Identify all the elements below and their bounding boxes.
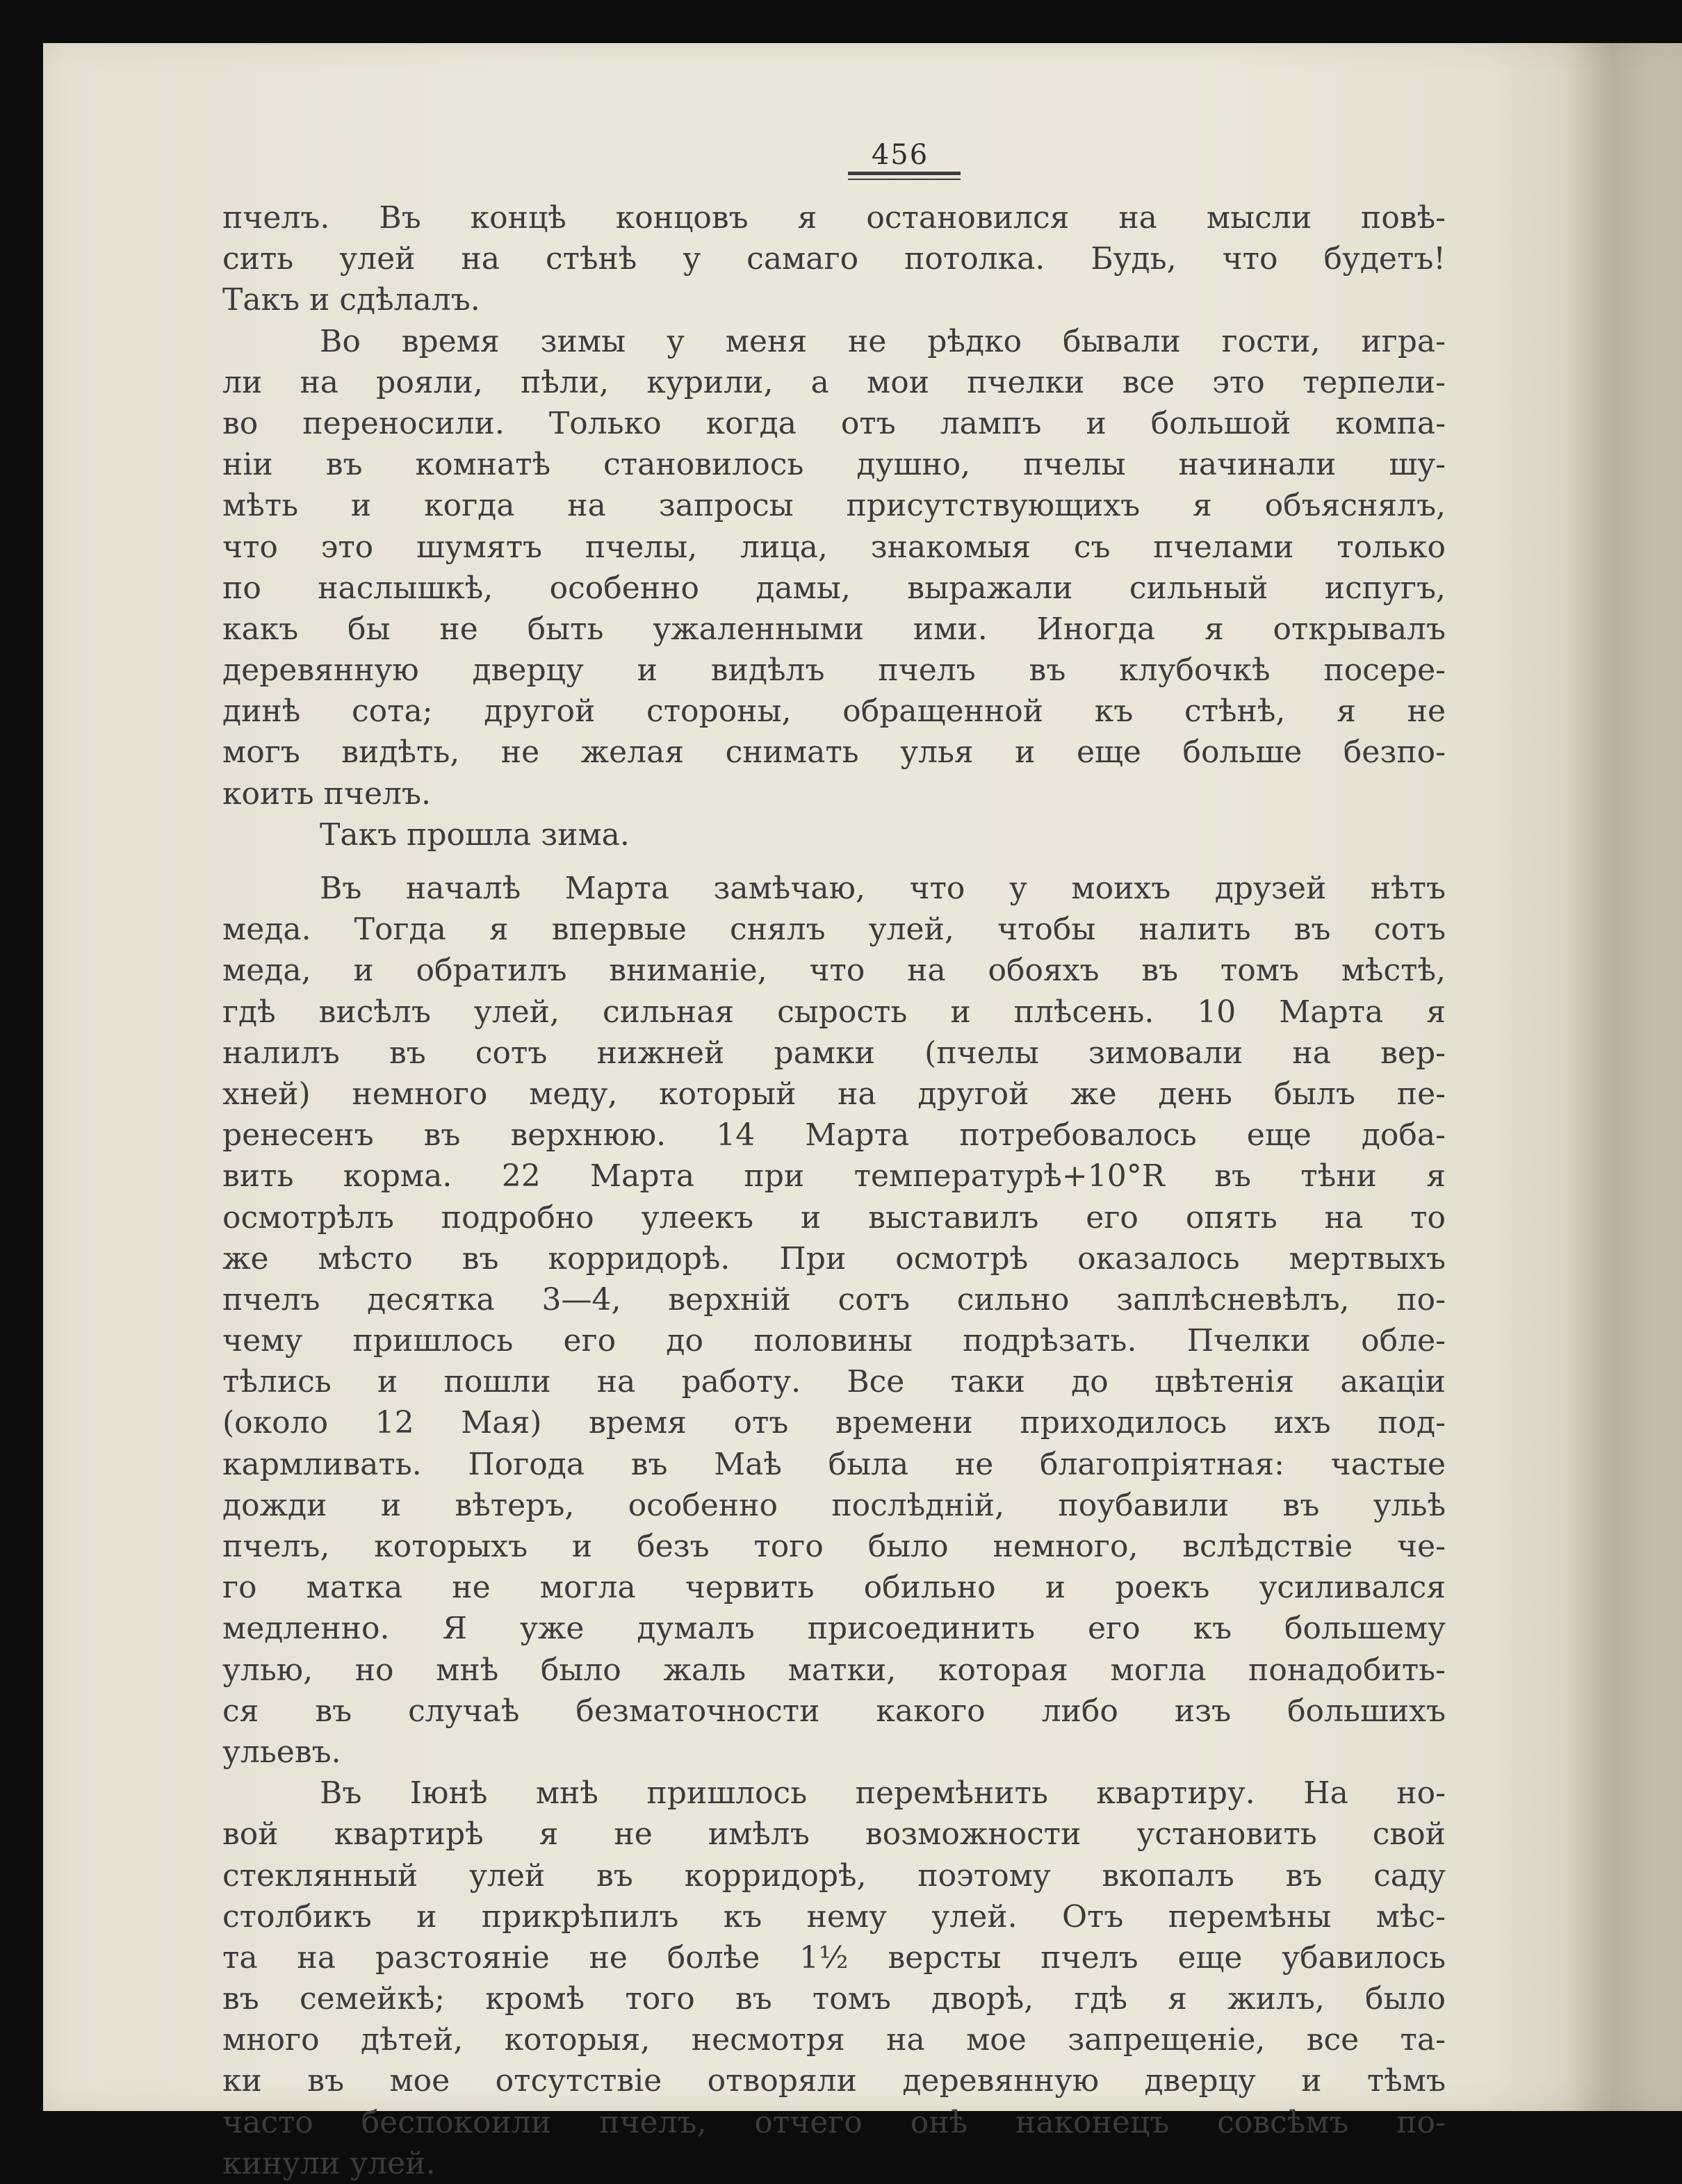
text-line: Такъ прошла зима.	[320, 816, 630, 853]
header-rule-thick	[848, 172, 961, 175]
header-rule-thin	[848, 179, 961, 180]
text-line: вить корма. 22 Марта при температурѣ+10°R въ тѣни я	[222, 1158, 1446, 1194]
page-edge-shadow	[1565, 43, 1682, 2111]
text-line: ніи въ комнатѣ становилось душно, пчелы начинали шу-	[222, 447, 1446, 483]
text-line: Во время зимы у меня не рѣдко бывали гости, игра-	[320, 323, 1446, 359]
text-line: Въ Іюнѣ мнѣ пришлось перемѣнить квартиру. На но-	[320, 1775, 1446, 1812]
text-line: же мѣсто въ корридорѣ. При осмотрѣ оказалось мертвыхъ	[222, 1240, 1446, 1276]
text-line: Такъ и сдѣлалъ.	[222, 282, 480, 318]
text-line: динѣ сота; другой стороны, обращенной къ стѣнѣ, я не	[222, 693, 1446, 730]
text-line: вой квартирѣ я не имѣлъ возможности установить свой	[222, 1816, 1446, 1853]
text-line: столбикъ и прикрѣпилъ къ нему улей. Отъ перемѣны мѣс-	[222, 1898, 1446, 1935]
text-line: (около 12 Мая) время отъ времени приходилось ихъ под-	[222, 1405, 1446, 1441]
body-text	[222, 197, 1446, 2184]
text-line: Въ началѣ Марта замѣчаю, что у моихъ друзей нѣтъ	[320, 871, 1446, 906]
text-line: пчелъ, которыхъ и безъ того было немного, вслѣдствіе че-	[222, 1529, 1446, 1564]
text-line: го матка не могла червить обильно и роекъ усиливался	[222, 1570, 1446, 1606]
text-line: ся въ случаѣ безматочности какого либо изъ большихъ	[222, 1693, 1446, 1729]
text-line: пчелъ десятка 3—4, верхній сотъ сильно заплѣсневѣлъ, по-	[222, 1281, 1446, 1317]
text-line: что это шумятъ пчелы, лица, знакомыя съ пчелами только	[222, 529, 1446, 565]
text-line: гдѣ висѣлъ улей, сильная сырость и плѣсень. 10 Марта я	[222, 994, 1446, 1030]
text-line: ли на рояли, пѣли, курили, а мои пчелки все это терпели-	[222, 364, 1446, 400]
text-line: налилъ въ сотъ нижней рамки (пчелы зимовали на вер-	[222, 1035, 1446, 1071]
book-page	[43, 43, 1682, 2181]
text-line: сить улей на стѣнѣ у самаго потолка. Будь, что будетъ!	[222, 241, 1446, 277]
text-line: пчелъ. Въ концѣ концовъ я остановился на мысли повѣ-	[222, 200, 1446, 236]
page-number: 456	[871, 139, 929, 171]
text-line: ульевъ.	[222, 1734, 341, 1770]
text-line: стеклянный улей въ корридорѣ, поэтому вкопалъ въ саду	[222, 1857, 1446, 1894]
text-line: меда. Тогда я впервые снялъ улей, чтобы налить въ сотъ	[222, 912, 1446, 948]
text-line: деревянную дверцу и видѣлъ пчелъ въ клубочкѣ посере-	[222, 652, 1446, 689]
text-line: въ семейкѣ; кромѣ того въ томъ дворѣ, гдѣ я жилъ, было	[222, 1981, 1446, 2017]
text-line: чему пришлось его до половины подрѣзать. Пчелки обле-	[222, 1323, 1446, 1359]
text-line: часто беспокоили пчелъ, отчего онѣ наконецъ совсѣмъ по-	[222, 2104, 1446, 2140]
text-line: дожди и вѣтеръ, особенно послѣдній, поубавили въ ульѣ	[222, 1487, 1446, 1523]
text-line: во переносили. Только когда отъ лампъ и большой компа-	[222, 405, 1446, 441]
text-line: осмотрѣлъ подробно улеекъ и выставилъ его опять на то	[222, 1199, 1446, 1235]
text-line: меда, и обратилъ вниманіе, что на обояхъ въ томъ мѣстѣ,	[222, 953, 1446, 989]
text-line: много дѣтей, которыя, несмотря на мое запрещеніе, все та-	[222, 2022, 1446, 2058]
text-line: ренесенъ въ верхнюю. 14 Марта потребовалось еще доба-	[222, 1117, 1446, 1153]
text-line: улью, но мнѣ было жаль матки, которая могла понадобить-	[222, 1652, 1446, 1688]
text-line: тѣлись и пошли на работу. Все таки до цвѣтенія акаціи	[222, 1364, 1446, 1400]
text-line: ки въ мое отсутствіе отворяли деревянную дверцу и тѣмъ	[222, 2063, 1446, 2099]
text-line: медленно. Я уже думалъ присоединить его къ большему	[222, 1611, 1446, 1647]
text-line: та на разстояніе не болѣе 1½ версты пчелъ еще убавилось	[222, 1939, 1446, 1976]
text-line: мѣть и когда на запросы присутствующихъ я объяснялъ,	[222, 488, 1446, 524]
text-line: кармливать. Погода въ Маѣ была не благопріятная: частые	[222, 1446, 1446, 1482]
text-line: коить пчелъ.	[222, 775, 431, 812]
text-line: хней) немного меду, который на другой же день былъ пе-	[222, 1076, 1446, 1112]
text-line: по наслышкѣ, особенно дамы, выражали сильный испугъ,	[222, 570, 1446, 606]
text-line: кинули улей.	[222, 2145, 436, 2181]
text-line: какъ бы не быть ужаленными ими. Иногда я открывалъ	[222, 611, 1446, 647]
text-line: могъ видѣть, не желая снимать улья и еще больше безпо-	[222, 734, 1446, 771]
